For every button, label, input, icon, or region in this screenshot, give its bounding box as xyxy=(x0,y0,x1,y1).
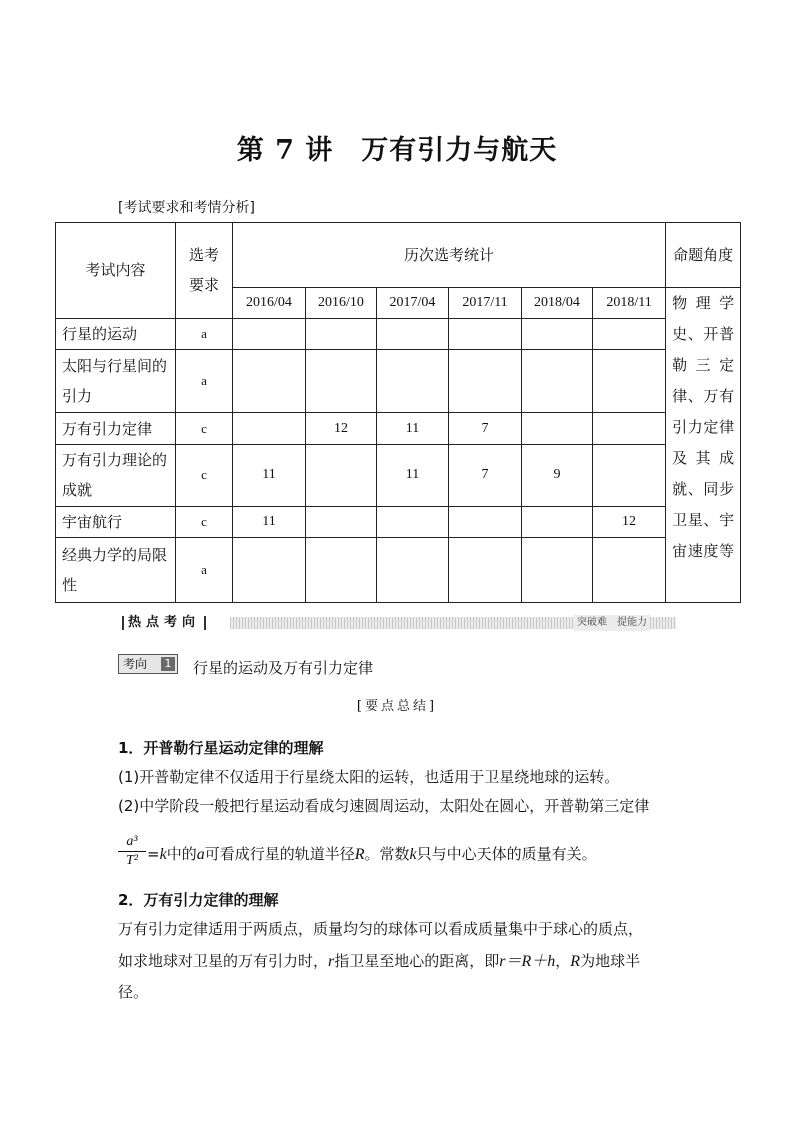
level-cell: c xyxy=(176,507,233,538)
content-cell: 行星的运动 xyxy=(56,318,176,349)
kaoxiang-number: 1 xyxy=(161,657,175,671)
hot-topics-banner xyxy=(118,614,676,632)
value-cell: 12 xyxy=(306,413,377,444)
date-cell: 2016/04 xyxy=(233,287,306,318)
level-cell: c xyxy=(176,413,233,444)
value-cell xyxy=(593,444,666,506)
fraction-numerator: a³ xyxy=(126,834,138,849)
bar-mark xyxy=(122,616,124,630)
value-cell xyxy=(233,318,306,349)
var-k: k xyxy=(409,846,417,863)
value-cell: 12 xyxy=(593,507,666,538)
value-cell xyxy=(593,413,666,444)
page-title: 第 7 讲 万有引力与航天 xyxy=(236,135,558,166)
table-row xyxy=(56,349,741,413)
header-angle: 命题角度 xyxy=(666,223,741,288)
value-cell xyxy=(377,349,449,413)
content-cell: 太阳与行星间的引力 xyxy=(56,349,176,413)
section-subtitle: [考试要求和考情分析] xyxy=(118,200,255,216)
fraction-denominator: T² xyxy=(126,853,138,868)
bar-mark xyxy=(204,616,206,630)
value-cell xyxy=(233,349,306,413)
date-cell: 2017/11 xyxy=(449,287,522,318)
s2-l2 xyxy=(118,950,640,973)
content-cell: 经典力学的局限性 xyxy=(56,538,176,603)
content-cell: 万有引力定律 xyxy=(56,413,176,444)
value-cell xyxy=(306,349,377,413)
value-cell xyxy=(449,349,522,413)
angle-cell: 物理学史、开普勒三定律、万有引力定律及其成就、同步卫星、宇宙速度等 xyxy=(666,287,741,603)
value-cell: 11 xyxy=(377,444,449,506)
s1-p1: (1)开普勒定律不仅适用于行星绕太阳的运转，也适用于卫星绕地球的运转。 xyxy=(118,768,620,786)
text-frag: 可看成行星的轨道半径 xyxy=(204,845,355,863)
table-row xyxy=(56,538,741,603)
value-cell xyxy=(306,538,377,603)
date-cell: 2018/11 xyxy=(593,287,666,318)
eq-sign: = xyxy=(147,845,160,863)
exam-table xyxy=(55,222,741,603)
text-frag: 只与中心天体的质量有关。 xyxy=(416,845,597,863)
value-cell xyxy=(306,507,377,538)
value-cell xyxy=(377,318,449,349)
date-cell: 2018/04 xyxy=(522,287,593,318)
kaoxiang-title: 行星的运动及万有引力定律 xyxy=(193,659,374,677)
value-cell xyxy=(522,318,593,349)
level-cell: a xyxy=(176,349,233,413)
s2-heading: 2．万有引力定律的理解 xyxy=(118,891,279,909)
value-cell xyxy=(522,507,593,538)
kaoxiang-label: 考向 xyxy=(123,657,148,671)
header-level: 选考要求 xyxy=(176,223,233,319)
hot-label: 热点考向 xyxy=(128,615,201,630)
date-cell: 2017/04 xyxy=(377,287,449,318)
value-cell: 11 xyxy=(377,413,449,444)
content-cell: 宇宙航行 xyxy=(56,507,176,538)
value-cell: 11 xyxy=(233,444,306,506)
value-cell xyxy=(449,538,522,603)
equation: r＝R＋h xyxy=(499,953,556,970)
value-cell xyxy=(233,413,306,444)
value-cell xyxy=(306,444,377,506)
value-cell: 11 xyxy=(233,507,306,538)
text-frag: 如求地球对卫星的万有引力时， xyxy=(118,952,329,970)
content-cell: 万有引力理论的成就 xyxy=(56,444,176,506)
s2-l1: 万有引力定律适用于两质点，质量均匀的球体可以看成质量集中于球心的质点， xyxy=(118,920,644,938)
table-row xyxy=(56,413,741,444)
var-R: R xyxy=(354,846,365,863)
s1-heading: 1．开普勒行星运动定律的理解 xyxy=(118,739,324,757)
header-stats: 历次选考统计 xyxy=(233,223,666,288)
header-content: 考试内容 xyxy=(56,223,176,319)
text-frag: 为地球半 xyxy=(580,952,641,970)
value-cell xyxy=(522,413,593,444)
level-cell: a xyxy=(176,318,233,349)
var-r: r xyxy=(328,953,335,970)
value-cell xyxy=(522,349,593,413)
hot-right-label: 突破难 提能力 xyxy=(574,615,650,631)
value-cell: 7 xyxy=(449,444,522,506)
value-cell xyxy=(522,538,593,603)
value-cell xyxy=(306,318,377,349)
kaoxiang-tag xyxy=(118,654,178,674)
fraction-bar xyxy=(118,851,146,852)
value-cell: 9 xyxy=(522,444,593,506)
s1-p2: (2)中学阶段一般把行星运动看成匀速圆周运动，太阳处在圆心，开普勒第三定律 xyxy=(118,797,650,815)
value-cell xyxy=(593,538,666,603)
value-cell xyxy=(593,318,666,349)
summary-heading: [要点总结] xyxy=(356,699,438,714)
value-cell: 7 xyxy=(449,413,522,444)
table-row xyxy=(56,318,741,349)
var-a: a xyxy=(196,846,205,863)
value-cell xyxy=(233,538,306,603)
s1-p3 xyxy=(147,843,597,866)
table-row xyxy=(56,507,741,538)
level-cell: c xyxy=(176,444,233,506)
value-cell xyxy=(377,507,449,538)
var-k: k xyxy=(159,846,167,863)
value-cell xyxy=(377,538,449,603)
value-cell xyxy=(449,507,522,538)
var-R: R xyxy=(570,953,581,970)
s2-l3: 径。 xyxy=(118,983,149,1001)
text-frag: 中的 xyxy=(166,845,197,863)
date-cell: 2016/10 xyxy=(306,287,377,318)
text-frag: 指卫星至地心的距离，即 xyxy=(334,952,500,970)
table-row xyxy=(56,444,741,506)
level-cell: a xyxy=(176,538,233,603)
fraction xyxy=(118,834,146,869)
value-cell xyxy=(593,349,666,413)
text-frag: ， xyxy=(555,952,571,970)
text-frag: 。常数 xyxy=(364,845,410,863)
value-cell xyxy=(449,318,522,349)
